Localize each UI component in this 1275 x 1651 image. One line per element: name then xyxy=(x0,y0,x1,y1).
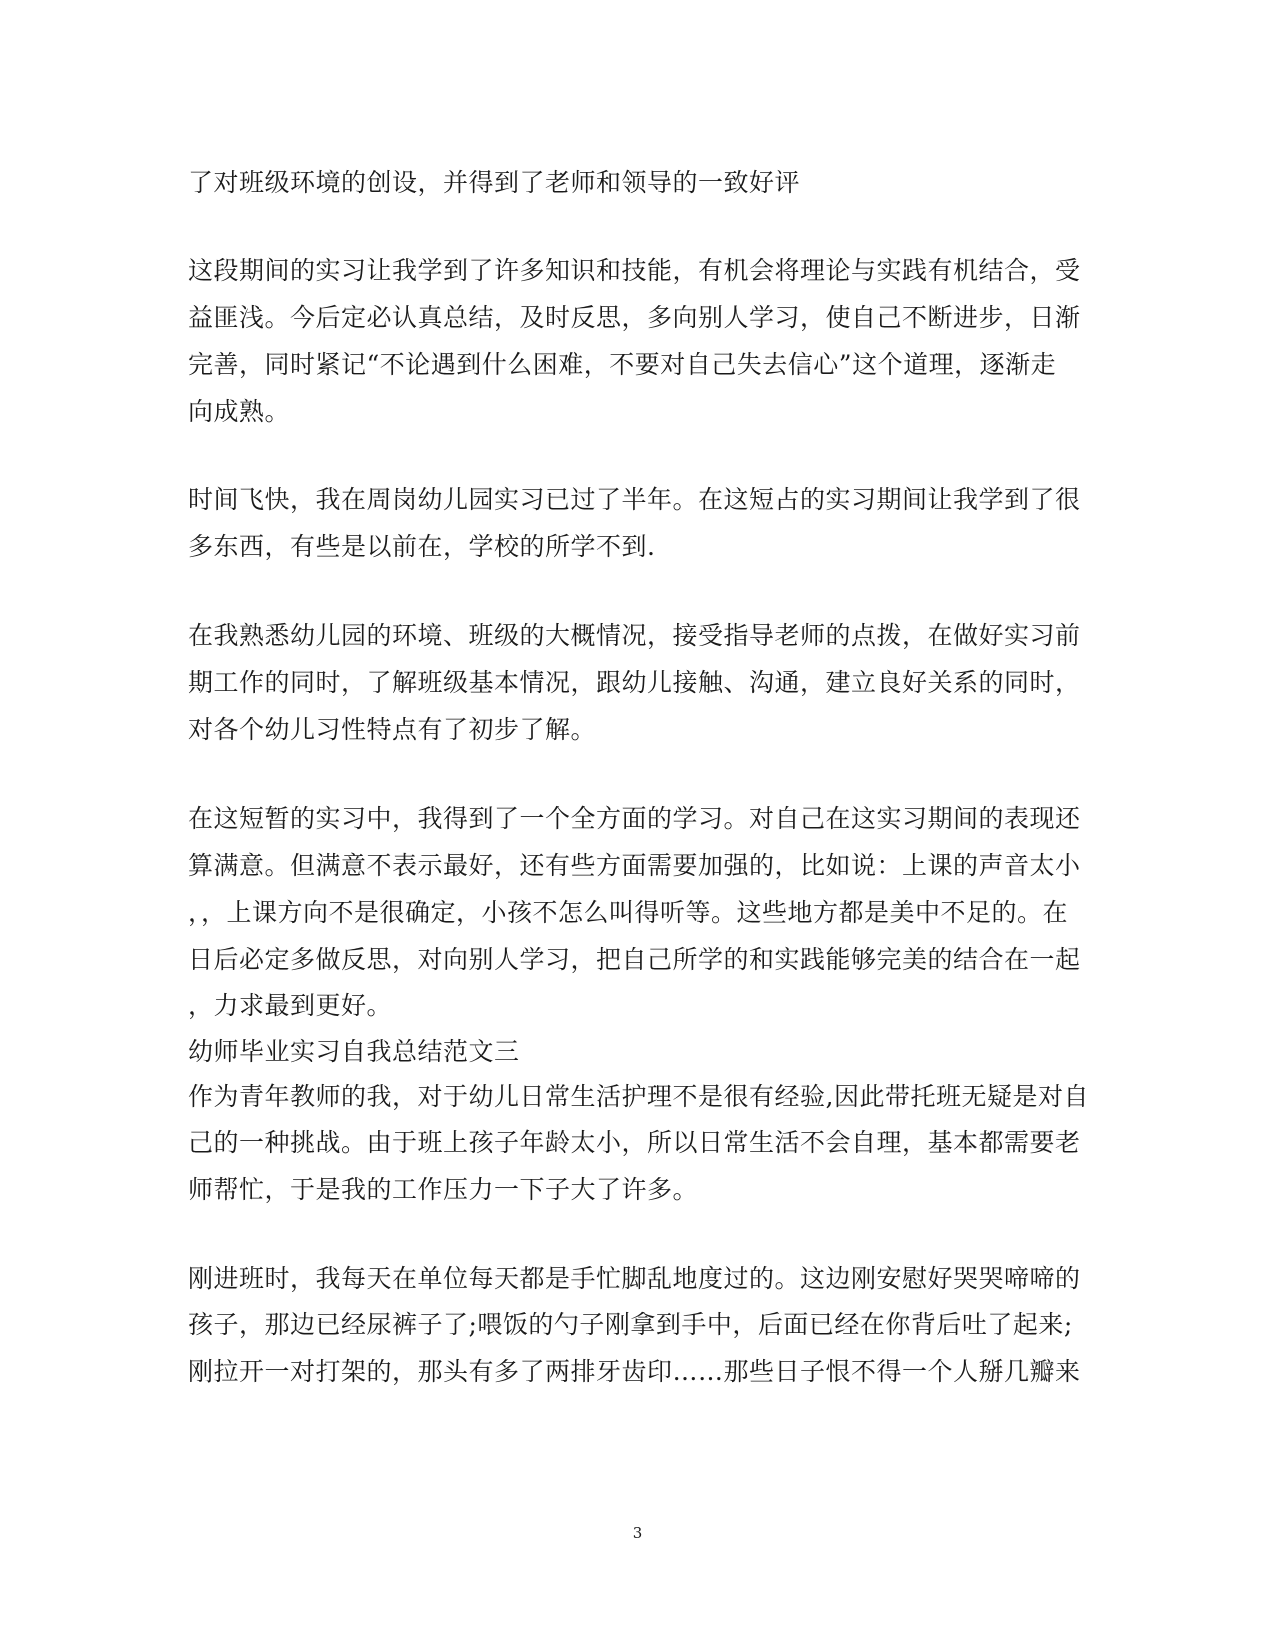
page-number: 3 xyxy=(632,1524,643,1542)
text-line: 向成熟。 xyxy=(188,397,291,426)
text-line: 了对班级环境的创设，并得到了老师和领导的一致好评 xyxy=(188,168,801,197)
text-line: 时间飞快，我在周岗幼儿园实习已过了半年。在这短占的实习期间让我学到了很 xyxy=(188,485,1081,514)
text-line: 日后必定多做反思，对向别人学习，把自己所学的和实践能够完美的结合在一起 xyxy=(188,945,1081,974)
text-line: 这段期间的实习让我学到了许多知识和技能，有机会将理论与实践有机结合，受 xyxy=(188,256,1081,285)
text-line: 益匪浅。今后定必认真总结，及时反思，多向别人学习，使自己不断进步，日渐 xyxy=(188,303,1081,332)
text-line: 师帮忙，于是我的工作压力一下子大了许多。 xyxy=(188,1175,699,1204)
text-line: 己的一种挑战。由于班上孩子年龄太小，所以日常生活不会自理，基本都需要老 xyxy=(188,1128,1081,1157)
text-line: 刚拉开一对打架的，那头有多了两排牙齿印……那些日子恨不得一个人掰几瓣来 xyxy=(188,1357,1081,1386)
text-line: 期工作的同时，了解班级基本情况，跟幼儿接触、沟通，建立良好关系的同时， xyxy=(188,668,1081,697)
text-line: 作为青年教师的我，对于幼儿日常生活护理不是很有经验,因此带托班无疑是对自 xyxy=(188,1082,1089,1111)
text-line: 刚进班时，我每天在单位每天都是手忙脚乱地度过的。这边刚安慰好哭哭啼啼的 xyxy=(188,1264,1081,1293)
text-line: ，，上课方向不是很确定，小孩不怎么叫得听等。这些地方都是美中不足的。在 xyxy=(188,898,1069,927)
text-line: 孩子，那边已经尿裤子了;喂饭的勺子刚拿到手中，后面已经在你背后吐了起来; xyxy=(188,1310,1073,1339)
text-line: 对各个幼儿习性特点有了初步了解。 xyxy=(188,715,597,744)
section-heading: 幼师毕业实习自我总结范文三 xyxy=(188,1037,520,1066)
text-line: 完善，同时紧记“不论遇到什么困难，不要对自己失去信心”这个道理，逐渐走 xyxy=(188,350,1057,379)
text-line: 多东西，有些是以前在，学校的所学不到. xyxy=(188,532,656,561)
text-line: 在我熟悉幼儿园的环境、班级的大概情况，接受指导老师的点拨，在做好实习前 xyxy=(188,621,1081,650)
text-line: 算满意。但满意不表示最好，还有些方面需要加强的，比如说：上课的声音太小 xyxy=(188,851,1081,880)
text-line: 在这短暂的实习中，我得到了一个全方面的学习。对自己在这实习期间的表现还 xyxy=(188,804,1081,833)
text-line: ，力求最到更好。 xyxy=(188,991,393,1020)
